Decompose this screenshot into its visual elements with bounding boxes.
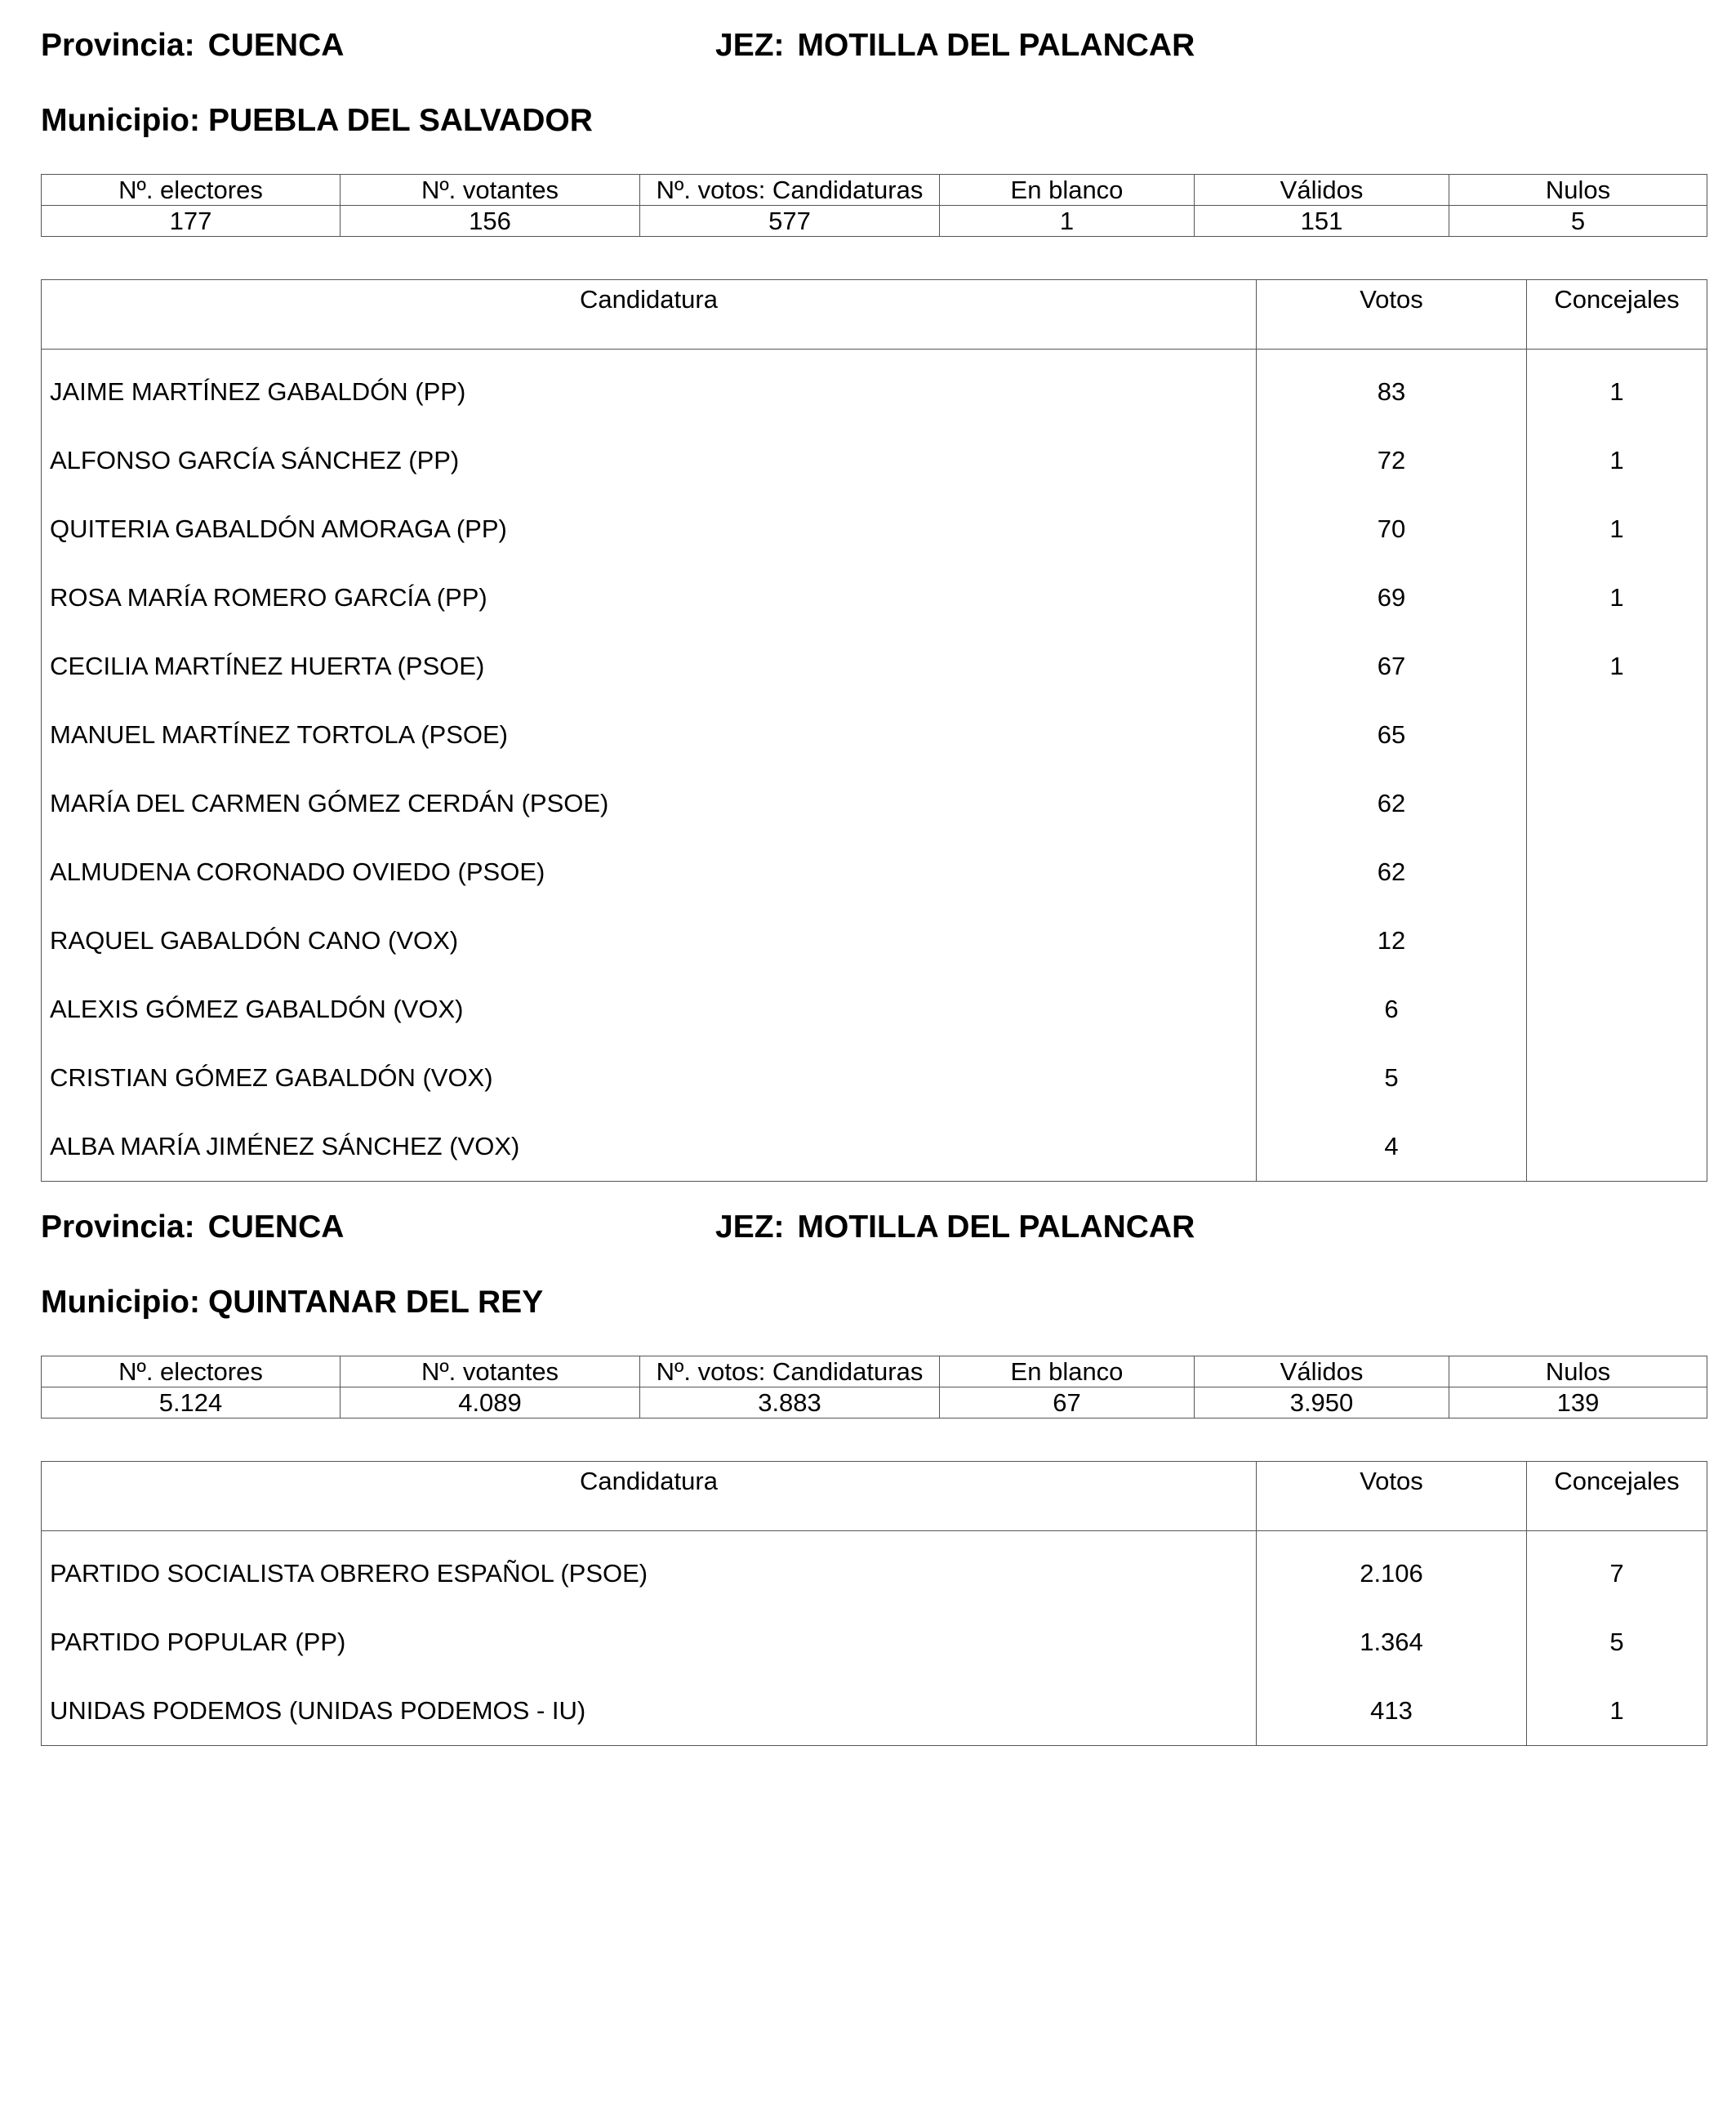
- results-header-cell: Votos: [1257, 1462, 1527, 1531]
- summary-header-cell: Nº. votantes: [341, 1356, 640, 1387]
- councillors-value: 1: [1527, 1677, 1707, 1746]
- jez-value: MOTILLA DEL PALANCAR: [797, 1209, 1195, 1245]
- summary-header-cell: Nº. electores: [42, 175, 341, 206]
- table-row: [42, 769, 1707, 838]
- table-row: [42, 350, 1707, 427]
- table-row: [42, 975, 1707, 1044]
- votes-value: 72: [1257, 426, 1527, 495]
- table-row: [42, 495, 1707, 563]
- provincia-header: [41, 26, 344, 65]
- summary-value-cell: 5: [1449, 206, 1707, 237]
- municipio-header: [41, 1283, 543, 1322]
- votes-value: 4: [1257, 1112, 1527, 1182]
- municipio-label: Municipio:: [41, 103, 200, 138]
- votes-value: 62: [1257, 838, 1527, 906]
- candidate-name: PARTIDO POPULAR (PP): [42, 1608, 1257, 1677]
- table-row: [42, 906, 1707, 975]
- summary-header-cell: Nº. votantes: [341, 175, 640, 206]
- councillors-value: 1: [1527, 426, 1707, 495]
- candidate-name: PARTIDO SOCIALISTA OBRERO ESPAÑOL (PSOE): [42, 1531, 1257, 1609]
- summary-value-cell: 3.950: [1195, 1387, 1449, 1419]
- summary-value-cell: 577: [640, 206, 940, 237]
- summary-header-cell: En blanco: [940, 1356, 1195, 1387]
- jez-label: JEZ:: [715, 28, 785, 63]
- councillors-value: 1: [1527, 632, 1707, 701]
- votes-value: 5: [1257, 1044, 1527, 1112]
- candidate-name: CRISTIAN GÓMEZ GABALDÓN (VOX): [42, 1044, 1257, 1112]
- summary-value-cell: 177: [42, 206, 341, 237]
- jez-header: [715, 1208, 1195, 1247]
- summary-value-row: [42, 206, 1707, 237]
- candidate-name: CECILIA MARTÍNEZ HUERTA (PSOE): [42, 632, 1257, 701]
- municipio-value: QUINTANAR DEL REY: [207, 1285, 544, 1320]
- summary-table: [41, 1356, 1707, 1419]
- summary-value-cell: 67: [940, 1387, 1195, 1419]
- table-row: [42, 1044, 1707, 1112]
- summary-header-cell: Válidos: [1195, 175, 1449, 206]
- candidate-name: MARÍA DEL CARMEN GÓMEZ CERDÁN (PSOE): [42, 769, 1257, 838]
- councillors-value: [1527, 701, 1707, 769]
- votes-value: 62: [1257, 769, 1527, 838]
- candidate-name: JAIME MARTÍNEZ GABALDÓN (PP): [42, 350, 1257, 427]
- table-row: [42, 701, 1707, 769]
- table-row: [42, 426, 1707, 495]
- table-row: [42, 1531, 1707, 1609]
- table-row: [42, 838, 1707, 906]
- councillors-value: [1527, 975, 1707, 1044]
- votes-value: 65: [1257, 701, 1527, 769]
- candidate-name: ROSA MARÍA ROMERO GARCÍA (PP): [42, 563, 1257, 632]
- candidate-name: ALEXIS GÓMEZ GABALDÓN (VOX): [42, 975, 1257, 1044]
- summary-value-cell: 156: [341, 206, 640, 237]
- provincia-header: [41, 1208, 344, 1247]
- summary-header-row: [42, 1356, 1707, 1387]
- jez-value: MOTILLA DEL PALANCAR: [797, 28, 1195, 63]
- provincia-value: CUENCA: [207, 1209, 345, 1245]
- councillors-value: [1527, 906, 1707, 975]
- candidate-name: RAQUEL GABALDÓN CANO (VOX): [42, 906, 1257, 975]
- results-table: [41, 279, 1707, 1182]
- summary-value-cell: 139: [1449, 1387, 1707, 1419]
- summary-header-cell: Nº. electores: [42, 1356, 341, 1387]
- councillors-value: [1527, 838, 1707, 906]
- summary-table: [41, 174, 1707, 237]
- summary-value-row: [42, 1387, 1707, 1419]
- votes-value: 70: [1257, 495, 1527, 563]
- votes-value: 413: [1257, 1677, 1527, 1746]
- candidate-name: ALFONSO GARCÍA SÁNCHEZ (PP): [42, 426, 1257, 495]
- candidate-name: ALMUDENA CORONADO OVIEDO (PSOE): [42, 838, 1257, 906]
- votes-value: 1.364: [1257, 1608, 1527, 1677]
- councillors-value: 5: [1527, 1608, 1707, 1677]
- table-row: [42, 563, 1707, 632]
- results-header-cell: Concejales: [1527, 280, 1707, 350]
- votes-value: 69: [1257, 563, 1527, 632]
- results-table: [41, 1461, 1707, 1746]
- votes-value: 6: [1257, 975, 1527, 1044]
- votes-value: 2.106: [1257, 1531, 1527, 1609]
- results-header-row: [42, 280, 1707, 350]
- summary-value-cell: 3.883: [640, 1387, 940, 1419]
- candidate-name: QUITERIA GABALDÓN AMORAGA (PP): [42, 495, 1257, 563]
- municipio-header: [41, 101, 593, 140]
- table-row: [42, 632, 1707, 701]
- summary-value-cell: 151: [1195, 206, 1449, 237]
- councillors-value: 1: [1527, 563, 1707, 632]
- summary-value-cell: 1: [940, 206, 1195, 237]
- table-row: [42, 1112, 1707, 1182]
- votes-value: 12: [1257, 906, 1527, 975]
- councillors-value: 1: [1527, 350, 1707, 427]
- summary-header-cell: Nº. votos: Candidaturas: [640, 175, 940, 206]
- candidate-name: MANUEL MARTÍNEZ TORTOLA (PSOE): [42, 701, 1257, 769]
- candidate-name: ALBA MARÍA JIMÉNEZ SÁNCHEZ (VOX): [42, 1112, 1257, 1182]
- summary-header-cell: Nulos: [1449, 175, 1707, 206]
- municipio-value: PUEBLA DEL SALVADOR: [207, 103, 593, 138]
- votes-value: 67: [1257, 632, 1527, 701]
- votes-value: 83: [1257, 350, 1527, 427]
- municipio-label: Municipio:: [41, 1285, 200, 1320]
- summary-value-cell: 4.089: [341, 1387, 640, 1419]
- results-header-cell: Candidatura: [42, 280, 1257, 350]
- summary-header-cell: Válidos: [1195, 1356, 1449, 1387]
- provincia-value: CUENCA: [207, 28, 345, 63]
- summary-header-cell: Nulos: [1449, 1356, 1707, 1387]
- provincia-label: Provincia:: [41, 28, 195, 63]
- councillors-value: [1527, 769, 1707, 838]
- summary-value-cell: 5.124: [42, 1387, 341, 1419]
- results-header-row: [42, 1462, 1707, 1531]
- summary-header-cell: Nº. votos: Candidaturas: [640, 1356, 940, 1387]
- summary-header-cell: En blanco: [940, 175, 1195, 206]
- councillors-value: 7: [1527, 1531, 1707, 1609]
- jez-header: [715, 26, 1195, 65]
- candidate-name: UNIDAS PODEMOS (UNIDAS PODEMOS - IU): [42, 1677, 1257, 1746]
- table-row: [42, 1677, 1707, 1746]
- summary-header-row: [42, 175, 1707, 206]
- jez-label: JEZ:: [715, 1209, 785, 1245]
- provincia-label: Provincia:: [41, 1209, 195, 1245]
- councillors-value: 1: [1527, 495, 1707, 563]
- table-row: [42, 1608, 1707, 1677]
- councillors-value: [1527, 1044, 1707, 1112]
- councillors-value: [1527, 1112, 1707, 1182]
- results-header-cell: Candidatura: [42, 1462, 1257, 1531]
- results-header-cell: Concejales: [1527, 1462, 1707, 1531]
- results-header-cell: Votos: [1257, 280, 1527, 350]
